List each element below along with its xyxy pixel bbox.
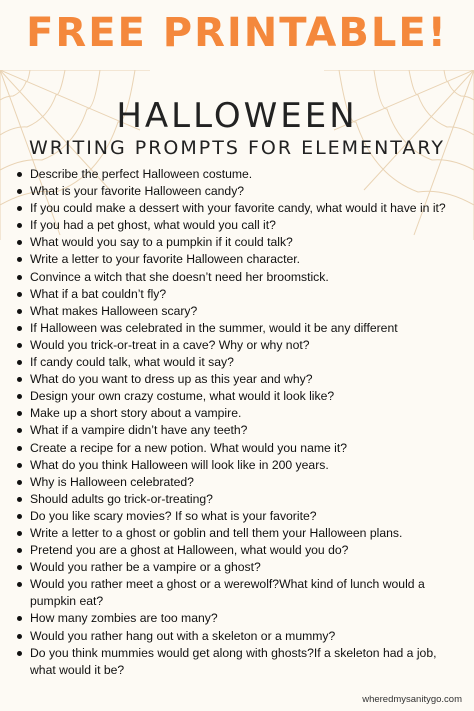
prompt-item: If candy could talk, what would it say?	[13, 354, 461, 371]
prompt-item: What do you think Halloween will look like in 200 years.	[13, 457, 461, 474]
free-printable-banner: FREE PRINTABLE!	[26, 10, 448, 56]
page-subtitle: WRITING PROMPTS FOR ELEMENTARY	[29, 137, 445, 159]
prompt-item: Pretend you are a ghost at Halloween, what would you do?	[13, 542, 461, 559]
prompt-item: What makes Halloween scary?	[13, 303, 461, 320]
prompt-item: Convince a witch that she doesn’t need her broomstick.	[13, 269, 461, 286]
prompt-item: How many zombies are too many?	[13, 610, 461, 627]
prompt-item: What is your favorite Halloween candy?	[13, 183, 461, 200]
prompt-item: Design your own crazy costume, what would it look like?	[13, 388, 461, 405]
prompt-item: Would you trick-or-treat in a cave? Why or why not?	[13, 337, 461, 354]
prompt-item: Would you rather be a vampire or a ghost?	[13, 559, 461, 576]
page-title: HALLOWEEN	[116, 96, 358, 136]
prompt-item: Write a letter to your favorite Halloween character.	[13, 251, 461, 268]
prompt-item: Make up a short story about a vampire.	[13, 405, 461, 422]
prompt-item: If you had a pet ghost, what would you call it?	[13, 217, 461, 234]
prompt-item: Why is Halloween celebrated?	[13, 474, 461, 491]
prompt-item: Do you think mummies would get along with ghosts?If a skeleton had a job, what would it be?	[13, 645, 461, 679]
prompt-list	[13, 166, 461, 679]
prompt-item: What would you say to a pumpkin if it could talk?	[13, 234, 461, 251]
prompt-item: Do you like scary movies? If so what is your favorite?	[13, 508, 461, 525]
prompt-item: What if a vampire didn’t have any teeth?	[13, 422, 461, 439]
prompt-item: Would you rather hang out with a skeleton or a mummy?	[13, 628, 461, 645]
prompt-item: Should adults go trick-or-treating?	[13, 491, 461, 508]
prompt-item: What if a bat couldn’t fly?	[13, 286, 461, 303]
site-url: wheredmysanitygo.com	[362, 694, 462, 705]
prompt-item: Describe the perfect Halloween costume.	[13, 166, 461, 183]
prompt-item: If Halloween was celebrated in the summer, would it be any different	[13, 320, 461, 337]
prompt-item: If you could make a dessert with your favorite candy, what would it have in it?	[13, 200, 461, 217]
prompt-item: Create a recipe for a new potion. What would you name it?	[13, 440, 461, 457]
prompt-item: What do you want to dress up as this year and why?	[13, 371, 461, 388]
prompt-item: Write a letter to a ghost or goblin and tell them your Halloween plans.	[13, 525, 461, 542]
prompt-item: Would you rather meet a ghost or a werewolf?What kind of lunch would a pumpkin eat?	[13, 576, 461, 610]
